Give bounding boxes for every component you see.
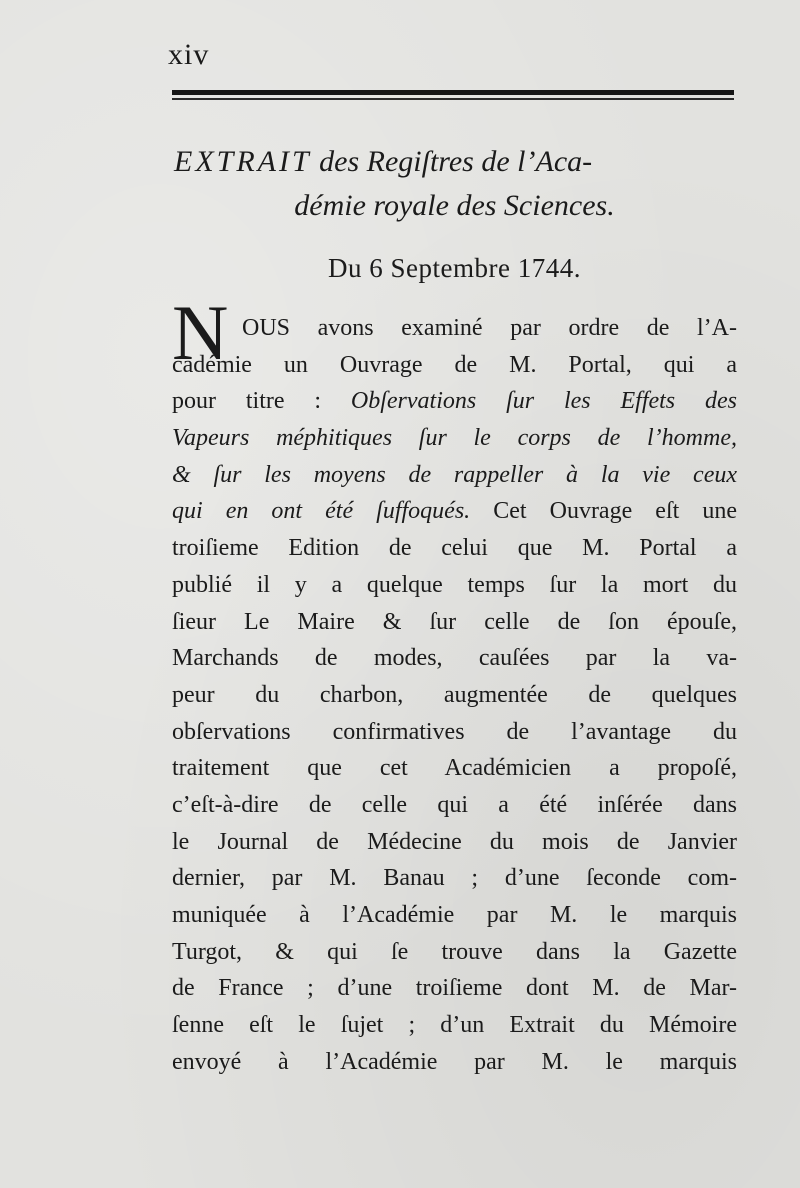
text-line: de France ; d’une troiſieme dont M. de Mar-: [172, 975, 737, 1002]
text-line-start: pour titre :: [172, 388, 351, 415]
text-line: publié il y a quelque temps ſur la mort du: [172, 571, 737, 598]
text-line: envoyé à l’Académie par M. le marquis: [172, 1048, 737, 1075]
date-heading: Du 6 Septembre 1744.: [328, 253, 581, 283]
text-line: cadémie un Ouvrage de M. Portal, qui a: [172, 351, 737, 378]
header-rule: [172, 90, 734, 102]
text-line: [172, 383, 737, 420]
text-line: traitement que cet Académicien a propoſé,: [172, 755, 737, 782]
text-line: dernier, par M. Banau ; d’une ſeconde com-: [172, 865, 737, 892]
text-line: peur du charbon, augmentée de quelques: [172, 681, 737, 708]
page-number: xiv: [168, 38, 210, 71]
drop-cap: N: [172, 289, 229, 376]
title-line-1-rest: des Regiſtres de l’Aca-: [311, 145, 593, 178]
text-line: Turgot, & qui ſe trouve dans la Gazette: [172, 938, 737, 965]
text-line: OUS avons examiné par ordre de l’A-: [242, 315, 737, 341]
text-line: & ſur les moyens de rappeller à la vie ceux: [172, 461, 737, 488]
section-title: [172, 140, 737, 228]
text-line: ſieur Le Maire & ſur celle de ſon épouſe,: [172, 608, 737, 635]
work-title-end-italic: qui en ont été ſuffoqués.: [172, 498, 471, 525]
body-text: [172, 310, 737, 1080]
text-line: [172, 493, 737, 530]
header-rule-thick: [172, 90, 734, 95]
text-line: obſervations confirmatives de l’avantage du: [172, 718, 737, 745]
title-word-extrait: EXTRAIT: [174, 145, 312, 178]
text-line-end: Cet Ouvrage eſt une: [470, 498, 737, 525]
text-line: troiſieme Edition de celui que M. Portal a: [172, 535, 737, 562]
text-line: ſenne eſt le ſujet ; d’un Extrait du Mémoire: [172, 1012, 737, 1039]
text-line: le Journal de Médecine du mois de Janvier: [172, 828, 737, 855]
text-line: muniquée à l’Académie par M. le marquis: [172, 902, 737, 928]
text-line: Marchands de modes, cauſées par la va-: [172, 645, 737, 672]
title-line-1: [172, 140, 737, 184]
header-rule-thin: [172, 98, 734, 100]
text-line: Vapeurs méphitiques ſur le corps de l’homme,: [172, 425, 737, 452]
title-line-2: démie royale des Sciences.: [294, 189, 615, 222]
work-title-italic: Obſervations ſur les Effets des: [350, 388, 737, 415]
text-line: c’eſt-à-dire de celle qui a été inſérée dans: [172, 791, 737, 818]
